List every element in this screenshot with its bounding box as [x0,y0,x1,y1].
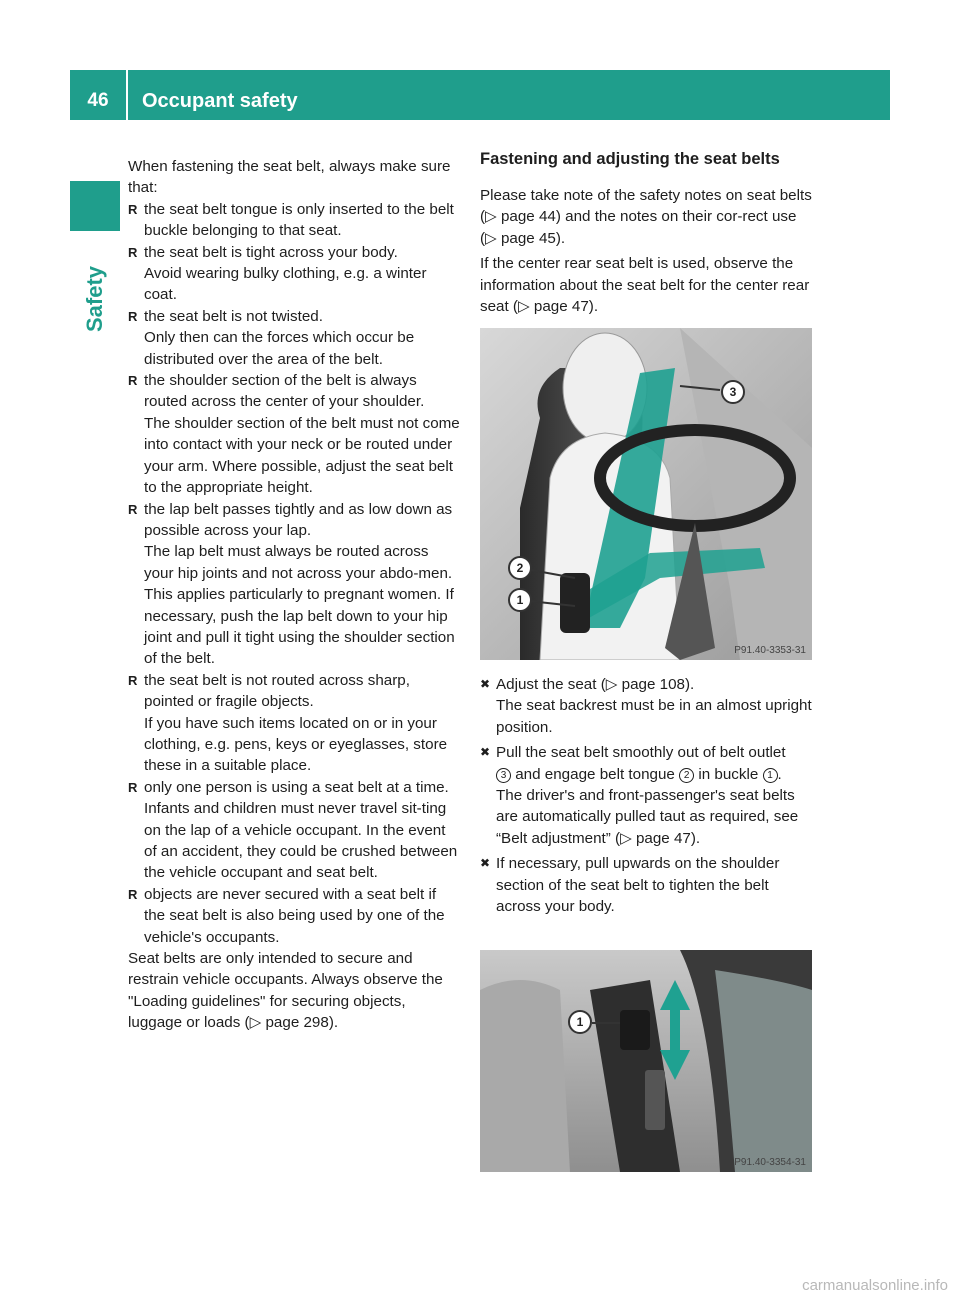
list-item: R the seat belt is not twisted. [128,306,460,327]
page-number: 46 [87,90,109,111]
callout-ref-3: 3 [496,768,511,783]
list-item: R only one person is using a seat belt at a time. [128,777,460,798]
belt-height-illustration [480,950,812,1172]
callout-1-adjuster: 1 [568,1010,592,1034]
page-title: Occupant safety [142,90,298,112]
center-seat-paragraph: If the center rear seat belt is used, observe the information about the seat belt for the center rear seat (▷ page 47). [480,255,810,316]
figure-code: P91.40-3354-31 [734,1157,806,1168]
bullet-r-icon: R [128,672,138,688]
list-item-note: Infants and children must never travel sit-ting on the lap of a vehicle occupant. In the event of an accident, they could be crushed between the vehicle occupant and seat belt. [144,800,458,882]
step-item: ✖ If necessary, pull upwards on the shoulder section of the seat belt to tighten the belt across your body. [480,855,780,916]
callout-ref-1: 1 [763,768,778,783]
step-arrow-icon: ✖ [480,856,491,871]
watermark: carmanualsonline.info [802,1277,948,1294]
intro-text: When fastening the seat belt, always make sure that: [128,158,451,197]
section-title: Fastening and adjusting the seat belts [480,150,780,168]
outro-text: Seat belts are only intended to secure and restrain vehicle occupants. Always observe the "Loading guidelines" for securing objects, luggage or loads (▷ page 298). [128,950,443,1032]
side-tab-marker [70,181,120,231]
belt-adjuster-image [480,950,812,1172]
driver-seat-image [480,328,812,660]
list-item-note: The shoulder section of the belt must not come into contact with your neck or be routed under your arm. Where possible, adjust the seat belt to the appropriate height. [144,414,460,497]
list-item-note: If you have such items located on or in your clothing, e.g. pens, keys or eyeglasses, store these in a suitable place. [144,714,448,775]
seat-belt-illustration [480,328,812,660]
section-spacer [480,174,812,175]
bullet-r-icon: R [128,501,138,517]
list-item: R the seat belt is tight across your body. [128,242,460,263]
callout-3: 3 [721,380,745,404]
list-item: R the seat belt tongue is only inserted to the belt buckle belonging to that seat. [128,200,454,240]
list-item-note: Only then can the forces which occur be distributed over the area of the belt. [144,329,415,368]
bullet-r-icon: R [128,886,138,902]
right-column-intro [480,185,814,317]
callout-ref-2: 2 [679,768,694,783]
step-arrow-icon: ✖ [480,745,491,760]
list-item: R objects are never secured with a seat belt if the seat belt is also being used by one of the vehicle's occupants. [128,885,445,946]
header-divider [126,70,128,120]
list-item-note: The lap belt must always be routed across your hip joints and not across your abdo-men. This applies particularly to pregnant women. If necessary, push the lap belt down to your hip joint and pull it tight using the shoulder section of the belt. [144,543,455,668]
bullet-r-icon: R [128,201,138,217]
bullet-r-icon: R [128,308,138,324]
step-arrow-icon: ✖ [480,677,491,691]
step-item: ✖ Pull the seat belt smoothly out of belt outlet 3 and engage belt tongue 2 in buckle 1 . The driver's and front-passenger's seat belts are automatically pulled taut as required, see “Belt adjustment” (▷ page 47). [480,744,799,847]
left-column [128,156,460,1034]
list-item: R the seat belt is not routed across sharp, pointed or fragile objects. [128,671,410,711]
bullet-r-icon: R [128,244,138,260]
bullet-r-icon: R [128,779,138,795]
safety-notes-paragraph: Please take note of the safety notes on seat belts (▷ page 44) and the notes on their cor-rect use (▷ page 45). [480,187,812,247]
list-item: R the lap belt passes tightly and as low down as possible across your lap. [128,500,453,539]
side-tab-label: Safety [82,265,107,332]
figure-code: P91.40-3353-31 [734,645,806,656]
list-item-note: Avoid wearing bulky clothing, e.g. a winter coat. [144,265,427,304]
instruction-steps [480,674,814,917]
callout-1: 1 [508,588,532,612]
bullet-r-icon: R [128,373,138,389]
list-item: R the shoulder section of the belt is always routed across the center of your shoulder. [128,372,425,411]
callout-2: 2 [508,556,532,580]
step-item: ✖ Adjust the seat (▷ page 108). The seat backrest must be in an almost upright position. [480,676,812,736]
